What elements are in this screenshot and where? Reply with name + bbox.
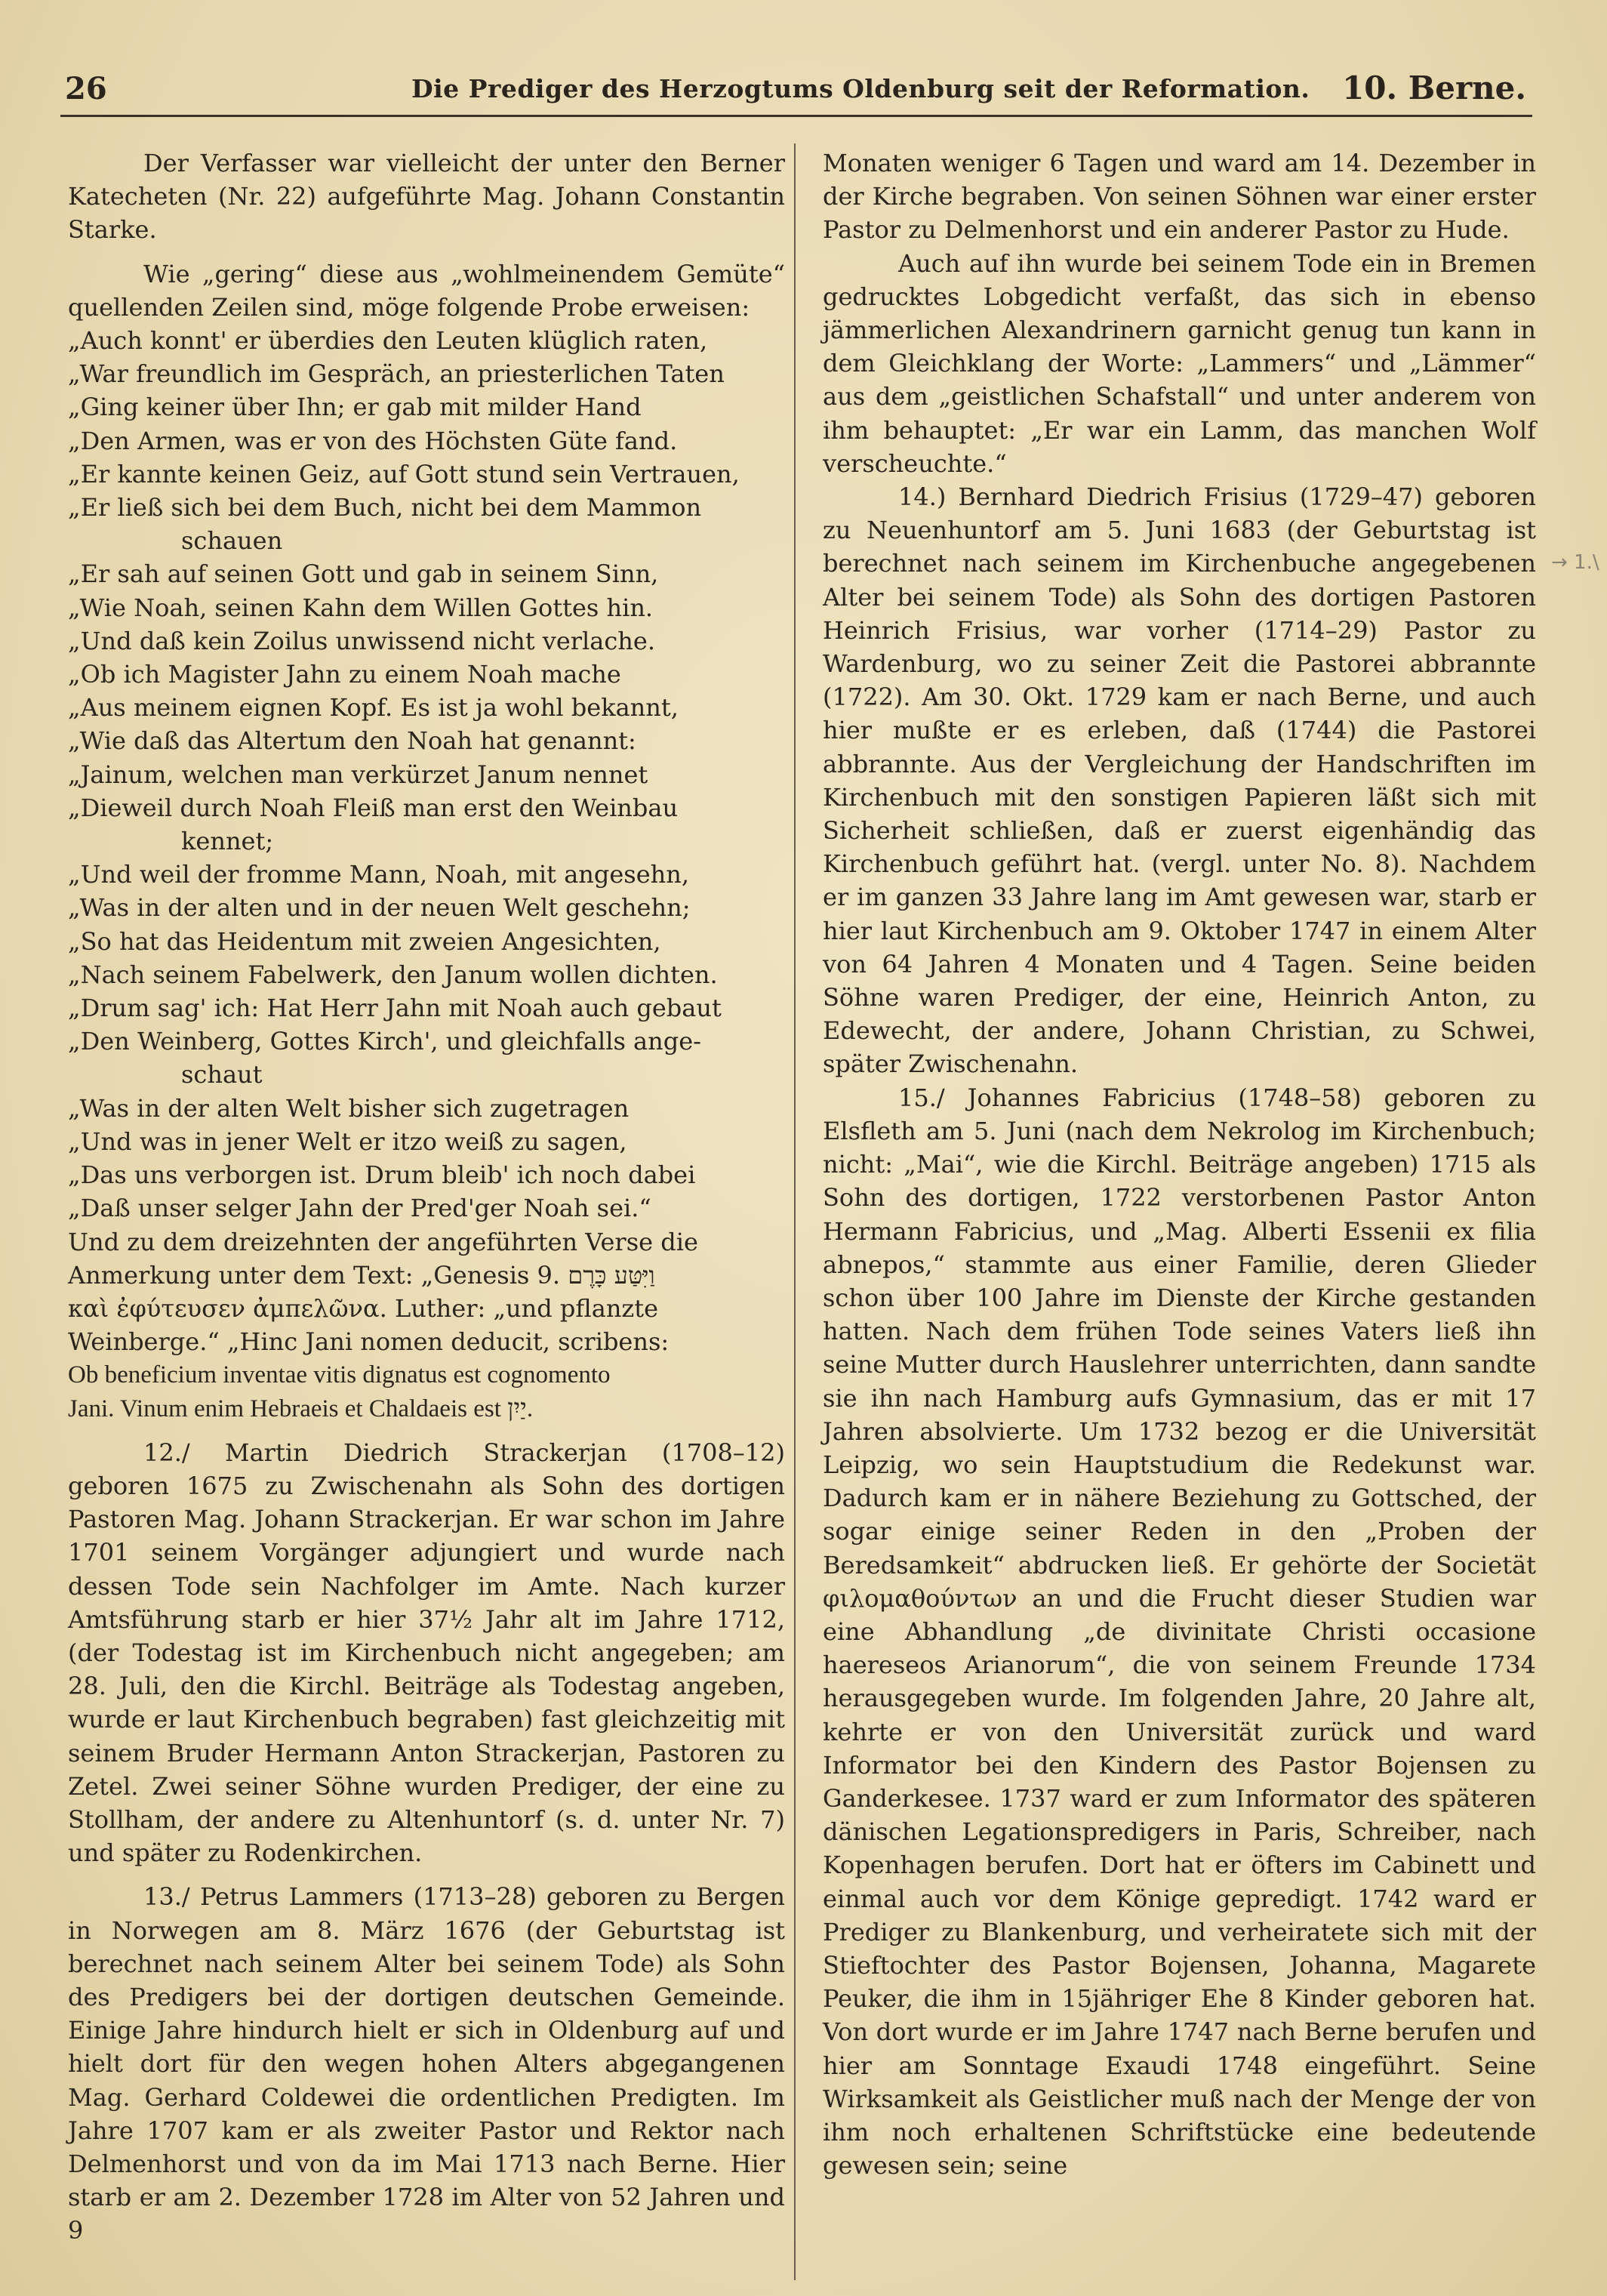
verse-line: „Er kannte keinen Geiz, auf Gott stund sein Vertrauen, (68, 459, 740, 488)
entry-14: 14.) Bernhard Diedrich Frisius (1729–47) geboren zu Neuenhuntorf am 5. Juni 1683 (der Geburtstag ist berechnet nach seinem im Kirchenbuche angegebenen Alter bei seinem Tode) als Sohn des dortigen Pastoren Heinrich Frisius, war vorher (1714–29) Pastor zu Wardenburg, wo zu seiner Zeit die Pastorei abbrannte (1722). Am 30. Okt. 1729 kam er nach Berne, und auch hier mußte er es erleben, daß (1744) die Pastorei abbrannte. Aus der Vergleichung der Handschriften im Kirchenbuch mit den sonstigen Papieren läßt sich mit Sicherheit schließen, daß er zuerst eigenhändig das Kirchenbuch geführt hat. (vergl. unter No. 8). Nachdem er im ganzen 33 Jahre lang im Amt gewesen war, starb er hier laut Kirchenbuch am 9. Oktober 1747 in einem Alter von 64 Jahren 4 Monaten und 4 Tagen. Seine beiden Söhne waren Prediger, der eine, Heinrich Anton, zu Edewecht, der andere, Johann Christian, zu Schwei, später Zwischenahn. (823, 482, 1536, 1079)
entry-15: 15./ Johannes Fabricius (1748–58) geboren zu Elsfleth am 5. Juni (nach dem Nekrolog im Kirchenbuch; nicht: „Mai“, wie die Kirchl. Beiträge angeben) 1715 als Sohn des dortigen, 1722 verstorbenen Pastor Anton Hermann Fabricius, und „Mag. Alberti Essenii ex filia abnepos,“ stammte aus einer Familie, deren Glieder schon über 100 Jahre im Dienste der Kirche gestanden hatten. Nach dem frühen Tode seines Vaters ließ ihn seine Mutter durch Hauslehrer unterrichten, dann sandte sie ihn nach Hamburg aufs Gymnasium, das er mit 17 Jahren absolvierte. Um 1732 bezog er die Universität Leipzig, wo sein Hauptstudium die Redekunst war. Dadurch kam er in nähere Beziehung zu Gottsched, der sogar einige seiner Reden in den „Proben der Beredsamkeit“ abdrucken ließ. Er gehörte der Societät φιλομαθούντων an und die Frucht dieser Studien war eine Abhandlung „de divinitate Christi occasione haereseos Arianorum“, die von seinem Freunde 1734 herausgegeben wurde. Im folgenden Jahre, 20 Jahre alt, kehrte er von den Universität zurück und ward Informator bei den Kindern des Pastor Bojensen zu Ganderkesee. 1737 ward er zum Informator des späteren dänischen Legationspredigers in Paris, Schreiber, nach Kopenhagen berufen. Dort hat er öfters im Cabinett und einmal auch vor dem Könige gepredigt. 1742 ward er Prediger zu Blankenburg, und verheiratete sich mit der Stieftochter des Pastor Bojensen, Johanna, Magarete Peuker, die ihm in 15jähriger Ehe 8 Kinder geboren hat. Von dort wurde er im Jahre 1747 nach Berne berufen und hier am Sonntage Exaudi 1748 eingeführt. Seine Wirksamkeit als Geistlicher muß nach der Menge der von ihm noch erhaltenen Schriftstücke eine bedeutende gewesen sein; seine (823, 1083, 1536, 2180)
intro-paragraph: Der Verfasser war vielleicht der unter den Berner Katecheten (Nr. 22) aufgeführte Mag. Johann Constantin Starke. (68, 149, 785, 245)
verse-line: „Den Weinberg, Gottes Kirch', und gleichfalls ange- (68, 1027, 701, 1056)
verse-line: „Er sah auf seinen Gott und gab in seinem Sinn, (68, 559, 659, 589)
verse-line: „Er ließ sich bei dem Buch, nicht bei dem Mammon (68, 493, 702, 522)
verse-line: „Ob ich Magister Jahn zu einem Noah mache (68, 660, 621, 689)
verse-line: „So hat das Heidentum mit zweien Angesichten, (68, 926, 661, 956)
section-label: 10. Berne. (1342, 69, 1526, 106)
verse-line: kennet; (181, 827, 274, 856)
lead-paragraph: Wie „gering“ diese aus „wohlmeinendem Gemüte“ quellenden Zeilen sind, möge folgende Probe erweisen: (68, 259, 785, 322)
running-title: Die Prediger des Herzogtums Oldenburg seit der Reformation. (411, 74, 1310, 103)
verse-line: „Jainum, welchen man verkürzet Janum nennet (68, 760, 648, 789)
footnote-line: Jani. Vinum enim Hebraeis et Chaldaeis est יַיִן. (68, 1395, 534, 1422)
verse-line: „Das uns verborgen ist. Drum bleib' ich noch dabei (68, 1160, 696, 1190)
footnote-line: Und zu dem dreizehnten der angeführten Verse die (68, 1227, 698, 1256)
column-divider (794, 143, 796, 2280)
footnote-block (68, 1225, 785, 1425)
left-column (68, 146, 785, 2248)
verse-line: schauen (181, 526, 283, 556)
entry-13-continued: Monaten weniger 6 Tagen und ward am 14. Dezember in der Kirche begraben. Von seinen Söhnen war einer erster Pastor zu Delmenhorst und ein anderer Pastor zu Hude. (823, 149, 1536, 245)
verse-line: „Wie Noah, seinen Kahn dem Willen Gottes hin. (68, 593, 654, 622)
verse-line: „Und was in jener Welt er itzo weiß zu sagen, (68, 1126, 627, 1156)
poem-verses (68, 324, 785, 1225)
verse-line: „War freundlich im Gespräch, an priesterlichen Taten (68, 359, 725, 389)
header-rule (60, 115, 1532, 117)
poem-note-paragraph: Auch auf ihn wurde bei seinem Tode ein in Bremen gedrucktes Lobgedicht verfaßt, das sich in ebenso jämmerlichen Alexandrinern garnicht genug tun kann in dem Gleichklang der Worte: „Lammers“ und „Lämmer“ aus dem „geistlichen Schafstall“ und unter anderem von ihm behauptet: „Er war ein Lamm, das manchen Wolf verscheuchte.“ (823, 248, 1536, 478)
verse-line: „Nach seinem Fabelwerk, den Janum wollen dichten. (68, 960, 718, 989)
right-column (823, 146, 1536, 2182)
verse-line: „Daß unser selger Jahn der Pred'ger Noah sei.“ (68, 1194, 651, 1223)
verse-line: schaut (181, 1060, 263, 1089)
entry-13: 13./ Petrus Lammers (1713–28) geboren zu Bergen in Norwegen am 8. März 1676 (der Geburtstag ist berechnet nach seinem Alter bei seinem Tode) als Sohn des Predigers bei der dortigen deutschen Gemeinde. Einige Jahre hindurch hielt er sich in Oldenburg auf und hielt dort für den wegen hohen Alters abgegangenen Mag. Gerhard Coldewei die ordentlichen Predigten. Im Jahre 1707 kam er als zweiter Pastor und Rektor nach Delmenhorst und von da im Mai 1713 nach Berne. Hier starb er am 2. Dezember 1728 im Alter von 52 Jahren und 9 (68, 1882, 785, 2245)
verse-line: „Und weil der fromme Mann, Noah, mit angesehn, (68, 860, 690, 889)
verse-line: „Was in der alten Welt bisher sich zugetragen (68, 1093, 630, 1123)
verse-line: „Ging keiner über Ihn; er gab mit milder Hand (68, 393, 642, 422)
verse-line: „Dieweil durch Noah Fleiß man erst den Weinbau (68, 793, 679, 822)
footnote-line: Anmerkung unter dem Text: „Genesis 9. וַיִּטַּע כָּרֶם (68, 1260, 655, 1290)
footnote-line: καὶ ἐφύτευσεν ἀμπελῶνα. Luther: „und pflanzte (68, 1293, 659, 1323)
page-header (60, 66, 1532, 109)
verse-line: „Aus meinem eignen Kopf. Es ist ja wohl bekannt, (68, 693, 679, 723)
verse-line: „Was in der alten und in der neuen Welt geschehn; (68, 893, 691, 923)
verse-line: „Drum sag' ich: Hat Herr Jahn mit Noah auch gebaut (68, 994, 722, 1023)
verse-line: „Den Armen, was er von des Höchsten Güte fand. (68, 426, 678, 455)
verse-line: „Und daß kein Zoilus unwissend nicht verlache. (68, 626, 655, 655)
footnote-line: Weinberge.“ „Hinc Jani nomen deducit, scribens: (68, 1327, 670, 1357)
verse-line: „Wie daß das Altertum den Noah hat genannt: (68, 726, 636, 756)
entry-12: 12./ Martin Diedrich Strackerjan (1708–12) geboren 1675 zu Zwischenahn als Sohn des dortigen Pastoren Mag. Johann Strackerjan. Er war schon im Jahre 1701 seinem Vorgänger adjungiert und wurde nach dessen Tode sein Nachfolger im Amte. Nach kurzer Amtsführung starb er hier 37½ Jahr alt im Jahre 1712, (der Todestag ist im Kirchenbuch nicht angegeben; am 28. Juli, den die Kirchl. Beiträge als Todestag angeben, wurde er laut Kirchenbuch begraben) fast gleichzeitig mit seinem Bruder Hermann Anton Strackerjan, Pastoren zu Zetel. Zwei seiner Söhne wurden Prediger, der eine zu Stollham, der andere zu Altenhuntorf (s. d. unter Nr. 7) und später zu Rodenkirchen. (68, 1438, 785, 1868)
margin-pencil-note: → 1.\ (1551, 551, 1599, 574)
verse-line: „Auch konnt' er überdies den Leuten klüglich raten, (68, 326, 708, 356)
page-number: 26 (65, 71, 107, 106)
footnote-line: Ob beneficium inventae vitis dignatus est cognomento (68, 1361, 611, 1389)
